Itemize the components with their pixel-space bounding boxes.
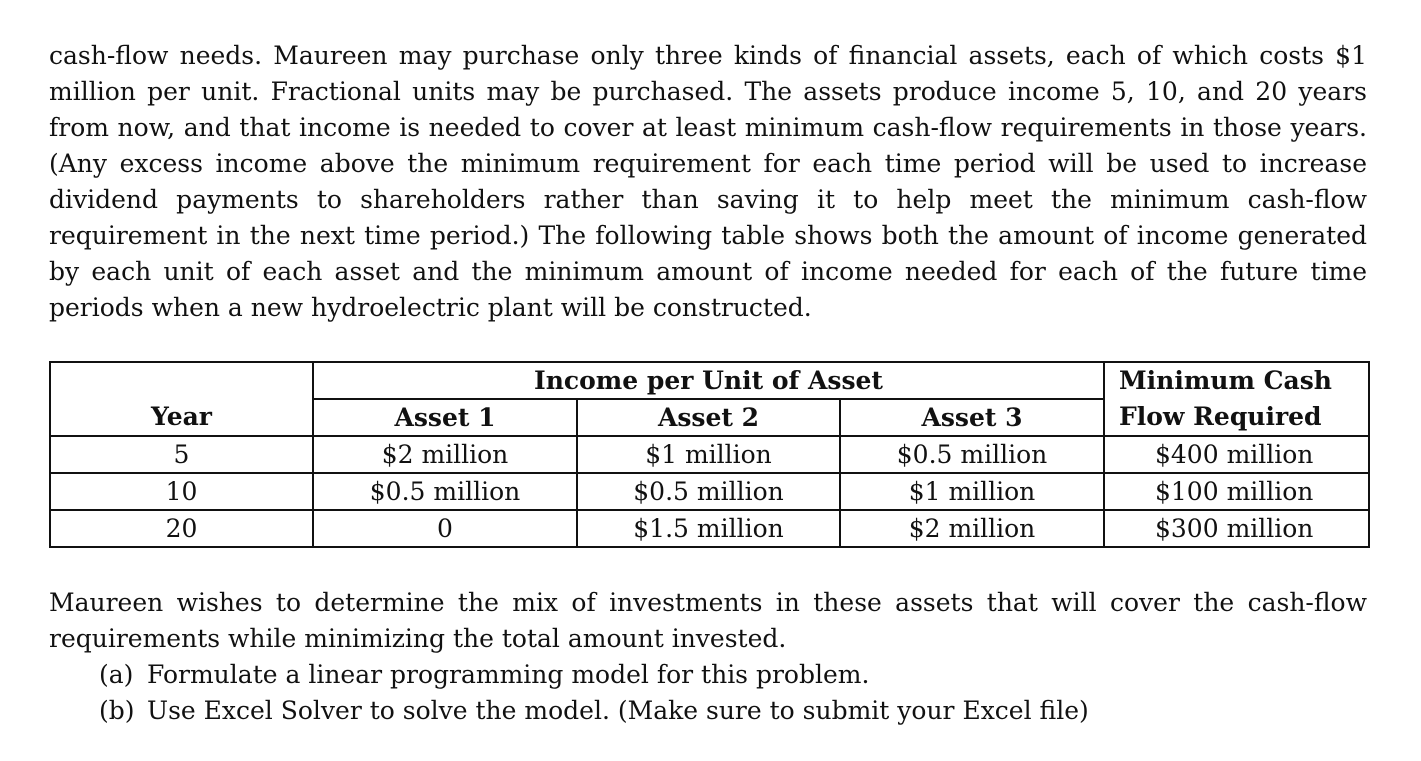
table-row [50,473,1369,510]
question-list [49,657,1367,729]
list-item [49,657,1367,693]
closing-paragraph: Maureen wishes to determine the mix of investments in these assets that will cover the cash-flow requirements while minimizing the total amount invested. [49,588,1367,653]
asset-3-header: Asset 3 [840,399,1104,436]
min-cash-cell: $400 million [1104,436,1369,473]
min-cash-cell: $100 million [1104,473,1369,510]
question-b-text: Use Excel Solver to solve the model. (Make sure to submit your Excel file) [147,696,1089,725]
asset-3-cell: $0.5 million [840,436,1104,473]
min-cash-cell: $300 million [1104,510,1369,547]
asset-1-cell: 0 [313,510,577,547]
income-table-container [49,361,1368,548]
list-item [49,693,1367,729]
table-row [50,510,1369,547]
intro-paragraph: cash-flow needs. Maureen may purchase only three kinds of financial assets, each of which costs $1 million per unit. Fractional units may be purchased. The assets produce income 5, 10, and 20 years from now, and that income is needed to cover at least minimum cash-flow requirements in those years. (Any excess income above the minimum requirement for each time period will be used to increase dividend payments to shareholders rather than saving it to help meet the minimum cash-flow requirement in the next time period.) The following table shows both the amount of income generated by each unit of each asset and the minimum amount of income needed for each of the future time periods when a new hydroelectric plant will be constructed. [49,41,1367,322]
year-cell: 10 [50,473,313,510]
year-cell: 5 [50,436,313,473]
year-cell: 20 [50,510,313,547]
year-header: Year [50,362,313,436]
question-b-marker: (b) [99,696,135,725]
asset-3-cell: $2 million [840,510,1104,547]
income-group-header: Income per Unit of Asset [313,362,1104,399]
question-a-marker: (a) [99,660,134,689]
asset-2-cell: $1 million [577,436,840,473]
min-cash-header-text: Minimum Cash Flow Required [1119,366,1332,431]
asset-2-header: Asset 2 [577,399,840,436]
min-cash-header [1104,362,1369,436]
asset-1-cell: $2 million [313,436,577,473]
problem-text [49,38,1367,326]
asset-3-cell: $1 million [840,473,1104,510]
asset-1-cell: $0.5 million [313,473,577,510]
closing-section [49,585,1367,729]
question-a-text: Formulate a linear programming model for this problem. [147,660,870,689]
asset-2-cell: $0.5 million [577,473,840,510]
table-row [50,436,1369,473]
table-header-row-1 [50,362,1369,399]
asset-1-header: Asset 1 [313,399,577,436]
income-table [49,361,1370,548]
asset-2-cell: $1.5 million [577,510,840,547]
